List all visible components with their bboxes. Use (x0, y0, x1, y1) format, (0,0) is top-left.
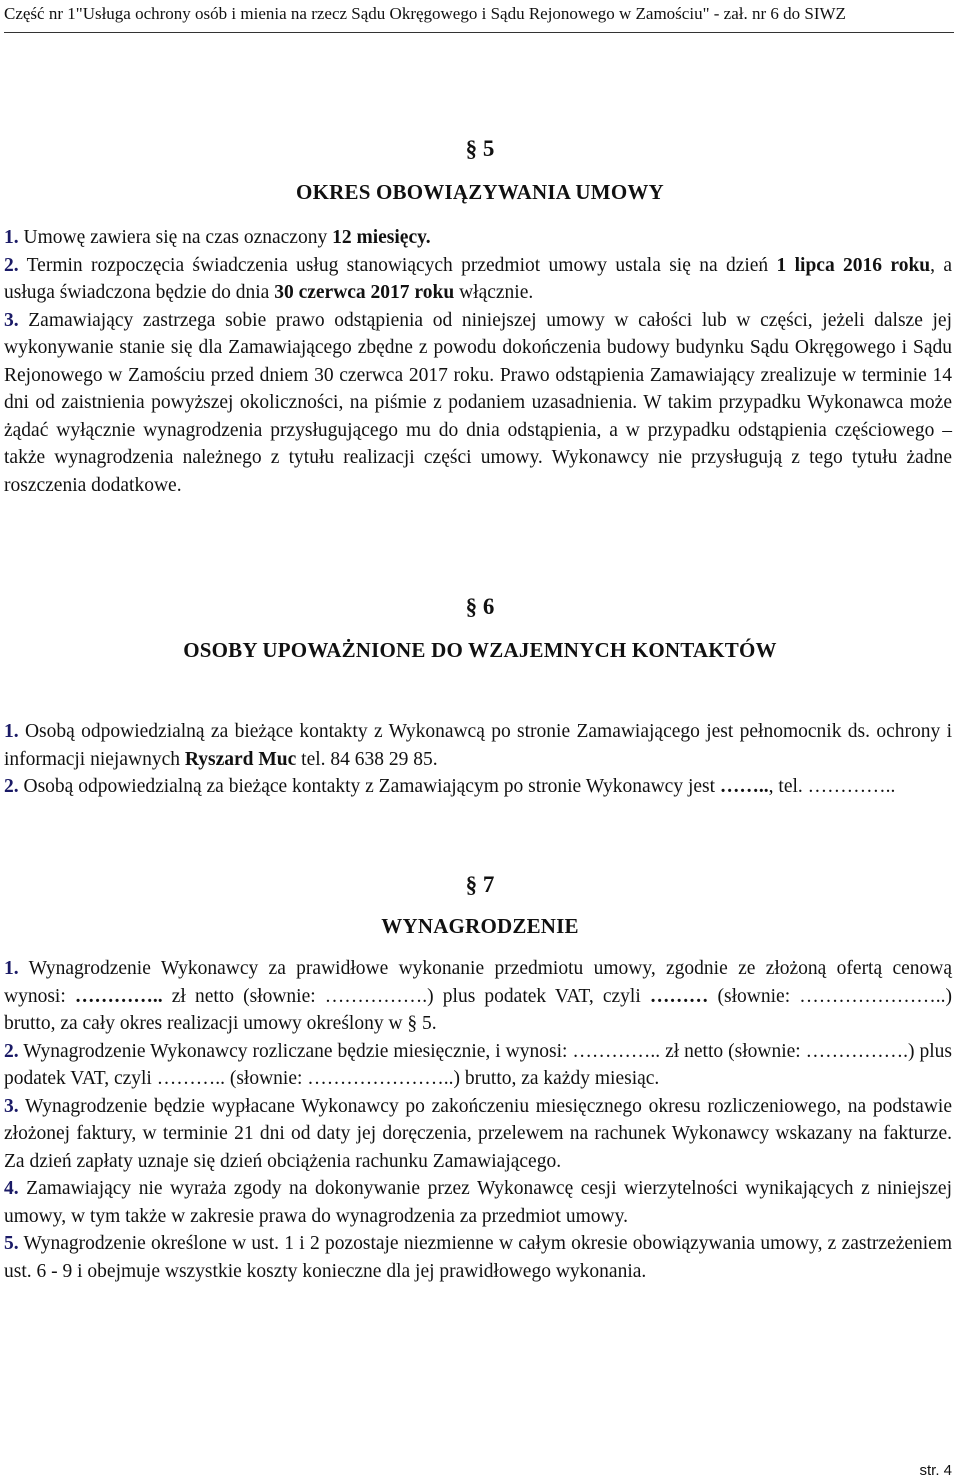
clause-number: 1. (4, 958, 19, 979)
section-6-number-text: § 6 (465, 594, 495, 619)
clause-number: 2. (4, 254, 19, 276)
clause-bold: ……… (649, 985, 709, 1007)
section-7-title: WYNAGRODZENIE (381, 914, 579, 938)
clause-text: Wynagrodzenie określone w ust. 1 i 2 pozostaje niezmienne w całym okresie obowiązywania umowy, z zastrzeżeniem ust. 6 - 9 i obejmuje wszystkie koszty konieczne dla jej prawidłowego wykonania. (4, 1233, 953, 1282)
clause-text: Umowę zawiera się na czas oznaczony (23, 227, 333, 248)
clause-number: 2. (4, 776, 19, 797)
clause-6-1 (4, 718, 952, 773)
section-7-number-text: § 7 (465, 872, 495, 897)
clause-number: 1. (4, 721, 19, 742)
section-7-number (0, 872, 960, 898)
clause-bold: ………….. (74, 985, 163, 1007)
clause-5-2 (4, 252, 952, 307)
clause-text: Zamawiający nie wyraża zgody na dokonywanie przez Wykonawcę cesji wierzytelności wynikających z niniejszej umowy, w tym także w zakresie prawa do wynagrodzenia za przedmiot umowy. (4, 1178, 952, 1227)
clause-bold: 1 lipca 2016 roku (776, 254, 931, 276)
clause-text: Wynagrodzenie będzie wypłacane Wykonawcy po zakończeniu miesięcznego okresu rozliczeniowego, na podstawie złożonej faktury, w terminie 21 dni od daty jej doręczenia, przelewem na rachunek Wykonawcy wskazany na fakturze. Za dzień zapłaty uznaje się dzień obciążenia rachunku Zamawiającego. (4, 1095, 952, 1172)
page-header (4, 0, 954, 33)
section-7-body (4, 955, 952, 1285)
clause-number: 4. (4, 1178, 19, 1199)
clause-text: , a usługa świadczona będzie do dnia (4, 254, 953, 303)
clause-text: włącznie. (454, 282, 534, 303)
clause-text: Wynagrodzenie Wykonawcy rozliczane będzie miesięcznie, i wynosi: ………….. zł netto (słownie: …………….) plus podatek VAT, czyli ……….. (słownie: …………………..) brutto, za każdy miesiąc. (4, 1040, 952, 1089)
clause-bold: 30 czerwca 2017 roku (274, 282, 455, 303)
clause-7-3 (4, 1093, 952, 1176)
section-5-body (4, 224, 952, 499)
clause-6-2 (4, 773, 952, 801)
clause-number: 2. (4, 1040, 19, 1062)
clause-text: Osobą odpowiedzialną za bieżące kontakty z Zamawiającym po stronie Wykonawcy jest (23, 776, 720, 797)
clause-text: Termin rozpoczęcia świadczenia usług stanowiących przedmiot umowy ustala się na dzień (26, 254, 777, 276)
section-5-number-text: § 5 (465, 136, 495, 161)
clause-text: Zamawiający zastrzega sobie prawo odstąpienia od niniejszej umowy w całości lub w części, jeżeli dalsze jej wykonywanie stanie się dla Zamawiającego zbędne z powodu dokończenia budowy budynku Sądu Okręgowego i Sądu Rejonowego w Zamościu przed dniem 30 czerwca 2017 roku. Prawo odstąpienia Zamawiający zrealizuje w terminie 14 dni od zaistnienia powyższej okoliczności, na piśmie z podaniem uzasadnienia. W takim przypadku Wykonawca może żądać wyłącznie wynagrodzenia przysługującego mu do dnia odstąpienia, a w przypadku odstąpienia częściowego – także wynagrodzenia należnego z tytułu realizacji części umowy. Wykonawcy nie przysługują z tego tytułu żadne roszczenia dodatkowe. (4, 309, 952, 496)
clause-text: , tel. ………….. (768, 776, 896, 797)
clause-5-3 (4, 307, 952, 500)
clause-7-5 (4, 1230, 952, 1285)
clause-text: zł netto (słownie: …………….) plus podatek VAT, czyli (162, 985, 650, 1007)
clause-bold: …….. (719, 776, 769, 797)
section-6-title: OSOBY UPOWAŻNIONE DO WZAJEMNYCH KONTAKTÓW (183, 638, 777, 662)
clause-number: 3. (4, 1095, 19, 1117)
clause-5-1 (4, 224, 952, 252)
section-6-body (4, 718, 952, 801)
page-number: str. 4 (919, 1462, 952, 1479)
clause-7-4 (4, 1175, 952, 1230)
section-5-number (0, 136, 960, 162)
clause-7-1 (4, 955, 952, 1038)
clause-bold: 12 miesięcy. (332, 227, 431, 248)
clause-text: Osobą odpowiedzialną za bieżące kontakty z Wykonawcą po stronie Zamawiającego jest pełnomocnik ds. ochrony i informacji niejawnych (4, 721, 953, 770)
section-6-number (0, 594, 960, 620)
clause-bold: Ryszard Muc (184, 748, 297, 770)
section-5-title: OKRES OBOWIĄZYWANIA UMOWY (296, 180, 664, 204)
header-text: Część nr 1"Usługa ochrony osób i mienia na rzecz Sądu Okręgowego i Sądu Rejonowego w Zamościu" - zał. nr 6 do SIWZ (4, 4, 846, 23)
clause-number: 3. (4, 309, 19, 331)
clause-number: 5. (4, 1233, 19, 1254)
clause-7-2 (4, 1038, 952, 1093)
clause-text: tel. 84 638 29 85. (296, 748, 438, 770)
clause-text: (słownie: …………………..) brutto, za cały okres realizacji umowy określony w § 5. (4, 985, 952, 1034)
clause-number: 1. (4, 227, 19, 248)
clause-text: Wynagrodzenie Wykonawcy za prawidłowe wykonanie przedmiotu umowy, zgodnie ze złożoną ofertą cenową wynosi: (4, 958, 953, 1007)
